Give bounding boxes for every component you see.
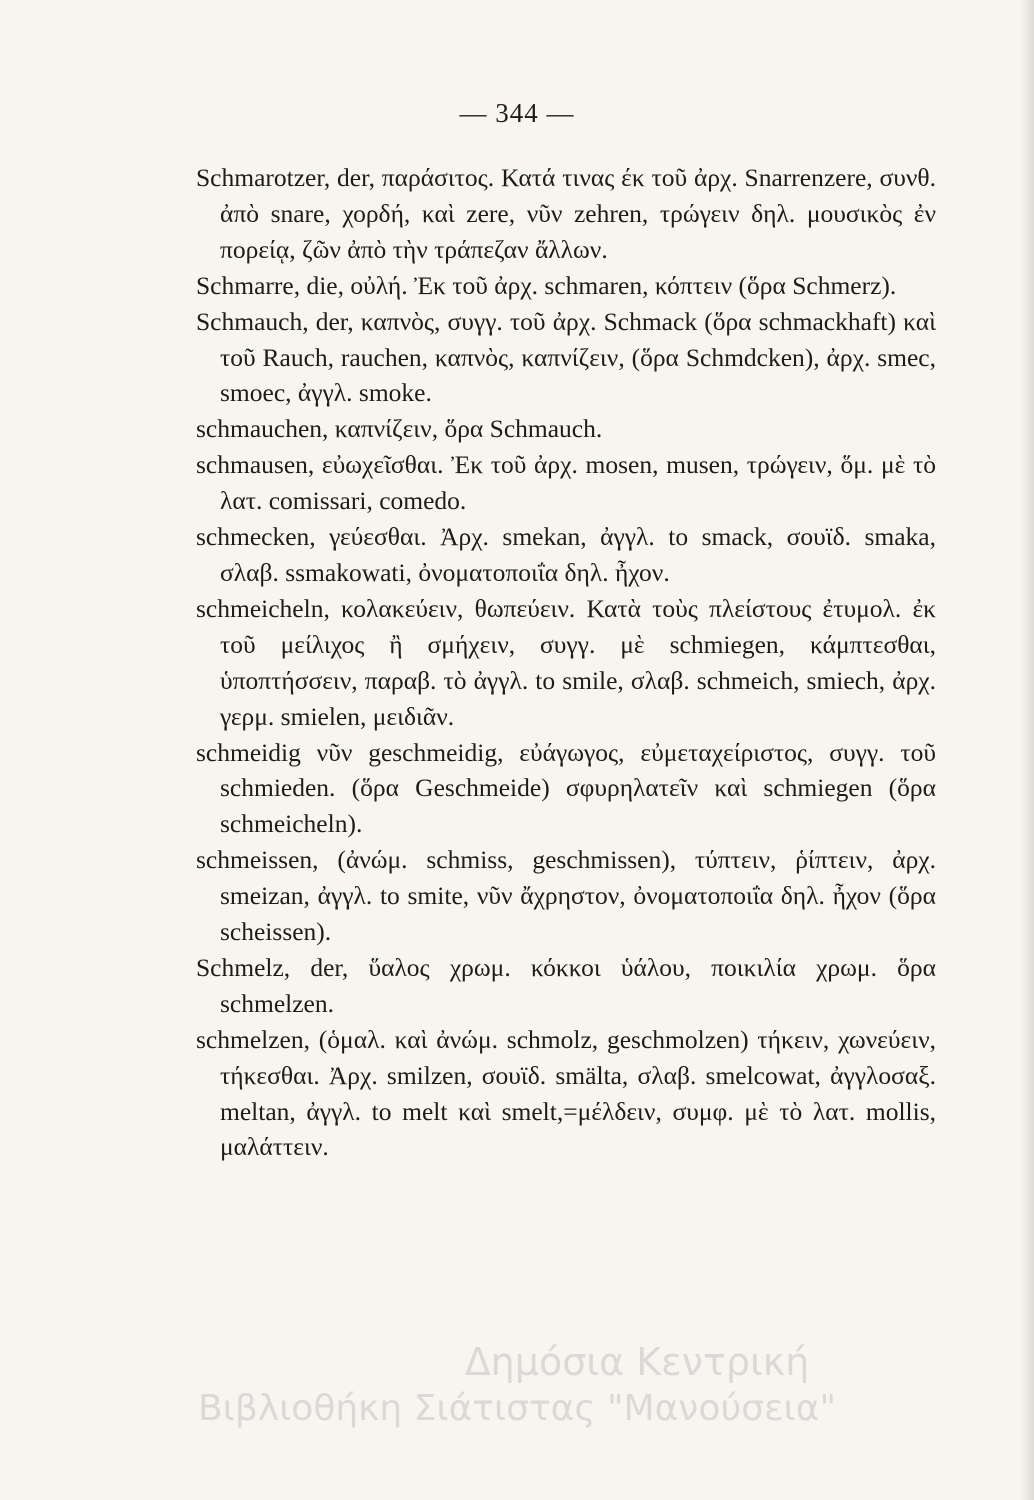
dictionary-entries [196,160,936,1165]
library-watermark-line2: Βιβλιοθήκη Σιάτιστας "Μανούσεια" [197,1388,837,1429]
entry-schmauch: Schmauch, der, καπνὸς, συγγ. τοῦ ἀρχ. Schmack (ὅρα schmackhaft) καὶ τοῦ Rauch, rauchen, καπνὸς, καπνίζειν, (ὅρα Schmdcken), ἀρχ. smec, smoec, ἀγγλ. smoke. [196,306,936,408]
page-edge-shadow [1020,0,1034,1500]
entry-schmeissen: schmeissen, (ἀνώμ. schmiss, geschmissen), τύπτειν, ῥίπτειν, ἀρχ. smeizan, ἀγγλ. to smite, νῦν ἄχρηστον, ὀνοματοποιΐα δηλ. ἦχον (ὅρα scheissen). [196,845,936,947]
entry-schmarotzer: Schmarotzer, der, παράσιτος. Κατά τινας έκ τοῦ ἀρχ. Snarrenzere, συνθ. ἀπὸ snare, χορδή, καὶ zere, νῦν zehren, τρώγειν δηλ. μουσικὸς ἐν πορείᾳ, ζῶν ἀπὸ τὴν τράπεζαν ἄλλων. [196,163,936,264]
entry-schmelzen: schmelzen, (ὁμαλ. καὶ ἀνώμ. schmolz, geschmolzen) τήκειν, χωνεύειν, τήκεσθαι. Ἀρχ. smilzen, σουϊδ. smälta, σλαβ. smelcowat, ἀγγλοσαξ. meltan, ἀγγλ. to melt καὶ smelt,=μέλδειν, συμφ. μὲ τὸ λατ. mollis, μαλάττειν. [196,1024,936,1162]
entry-schmelz: Schmelz, der, ὕαλος χρωμ. κόκκοι ὑάλου, ποικιλία χρωμ. ὅρα schmelzen. [196,952,936,1018]
entry-schmauchen: schmauchen, καπνίζειν, ὅρα Schmauch. [196,414,603,444]
entry-schmeicheln: schmeicheln, κολακεύειν, θωπεύειν. Κατὰ τοὺς πλείστους ἐτυμολ. ἐκ τοῦ μείλιχος ἢ σμήχειν, συγγ. μὲ schmiegen, κάμπτεσθαι, ὑποπτήσσειν, παραβ. τὸ ἀγγλ. to smile, σλαβ. schmeich, smiech, ἀρχ. γερμ. smielen, μειδιᾶν. [196,593,936,731]
library-watermark-line1: Δημόσια Κεντρική [464,1340,810,1384]
entry-schmeidig: schmeidig νῦν geschmeidig, εὐάγωγος, εὐμεταχείριστος, συγγ. τοῦ schmieden. (ὅρα Geschmeide) σφυρηλατεῖν καὶ schmiegen (ὅρα schmeicheln). [196,737,936,839]
entry-schmausen: schmausen, εὐωχεῖσθαι. Ἐκ τοῦ ἀρχ. mosen, musen, τρώγειν, ὅμ. μὲ τὸ λατ. comissari, comedo. [196,450,936,516]
entry-schmecken: schmecken, γεύεσθαι. Ἀρχ. smekan, ἀγγλ. to smack, σουϊδ. smaka, σλαβ. ssmakowati, ὀνοματοποιΐα δηλ. ἦχον. [196,522,936,587]
page-number: — 344 — [459,98,575,128]
entry-schmarre: Schmarre, die, οὐλή. Ἐκ τοῦ ἀρχ. schmaren, κόπτειν (ὅρα Schmerz). [196,270,897,300]
